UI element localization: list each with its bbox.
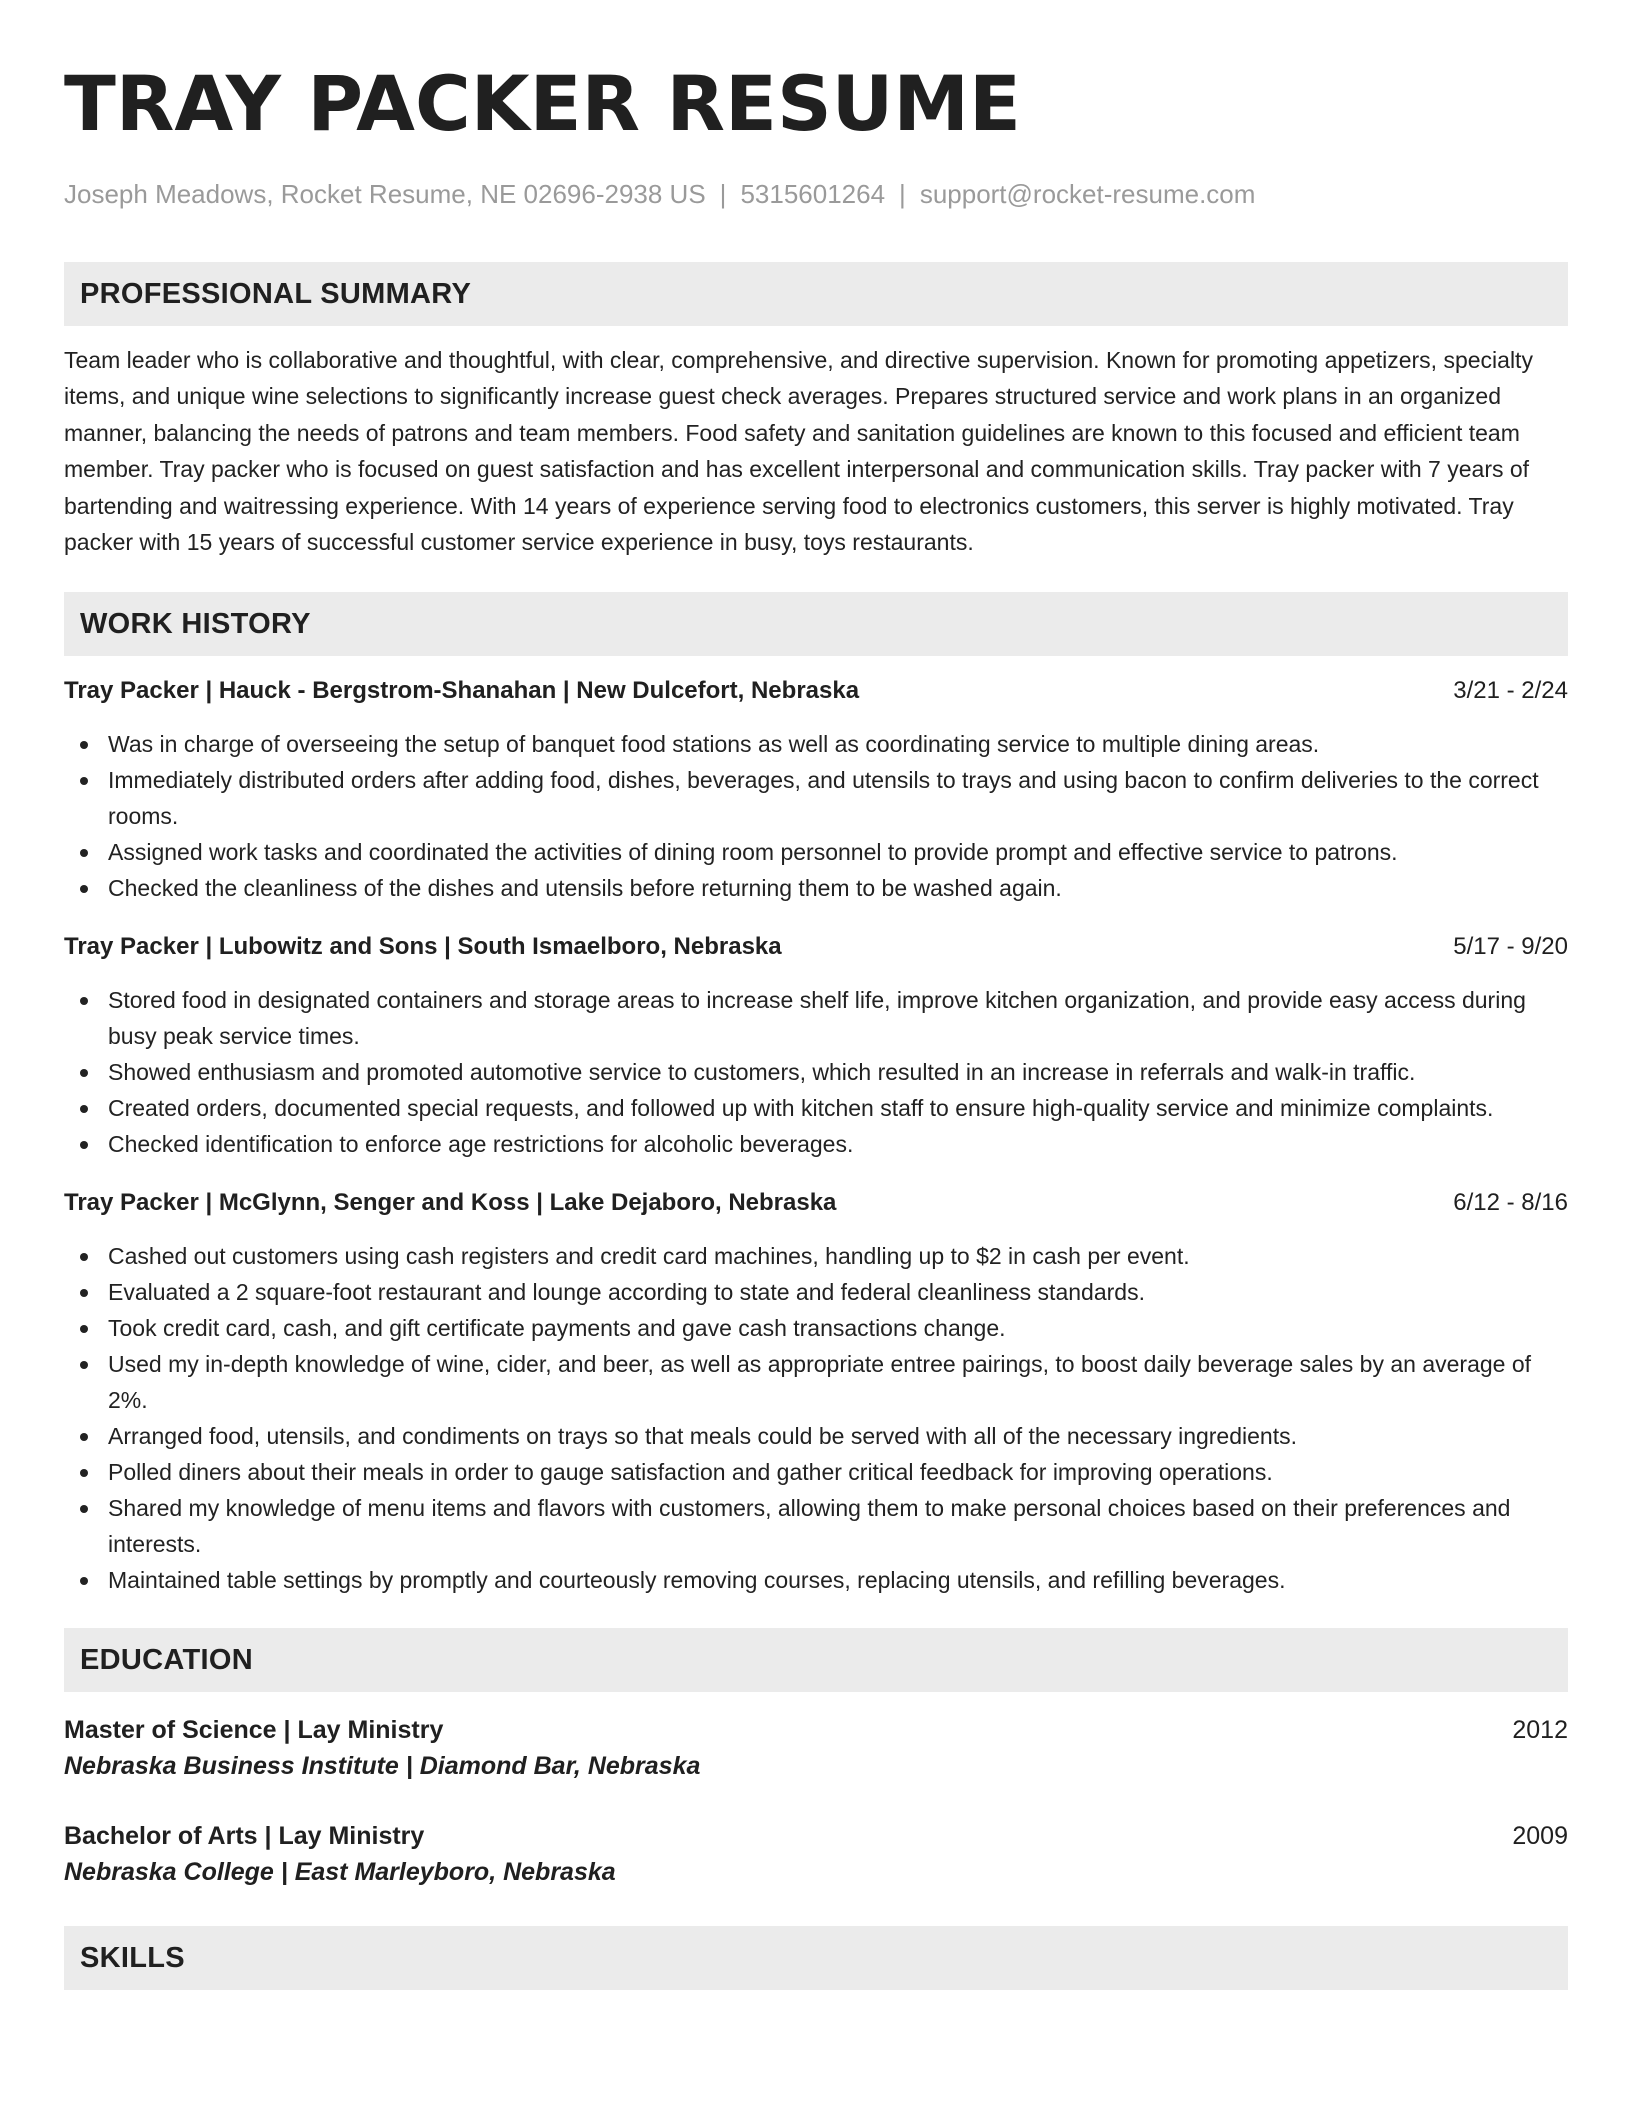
job-bullet: Showed enthusiasm and promoted automotive service to customers, which resulted in an increase in referrals and walk-in traffic. — [64, 1054, 1568, 1090]
education-school: Nebraska College | East Marleyboro, Nebraska — [64, 1858, 616, 1887]
education-school: Nebraska Business Institute | Diamond Bar, Nebraska — [64, 1752, 701, 1781]
job-title: Tray Packer | Lubowitz and Sons | South Ismaelboro, Nebraska — [64, 933, 782, 961]
contact-line — [64, 178, 1568, 210]
summary-text: Team leader who is collaborative and thoughtful, with clear, comprehensive, and directive supervision. Known for promoting appetizers, specialty items, and unique wine selections to significantly increase guest check averages. Prepares structured service and work plans in an organized manner, balancing the needs of patrons and team members. Food safety and sanitation guidelines are known to this focused and efficient team member. Tray packer who is focused on guest satisfaction and has excellent interpersonal and communication skills. Tray packer with 7 years of bartending and waitressing experience. With 14 years of experience serving food to electronics customers, this server is highly motivated. Tray packer with 15 years of successful customer service experience in busy, toys restaurants. — [64, 347, 1533, 556]
job-bullet: Shared my knowledge of menu items and flavors with customers, allowing them to make personal choices based on their preferences and interests. — [64, 1490, 1568, 1562]
job-bullet: Created orders, documented special requests, and followed up with kitchen staff to ensure high-quality service and minimize complaints. — [64, 1090, 1568, 1126]
job-entry — [64, 932, 1568, 1162]
job-bullet: Checked identification to enforce age restrictions for alcoholic beverages. — [64, 1126, 1568, 1162]
job-bullet: Checked the cleanliness of the dishes and utensils before returning them to be washed again. — [64, 870, 1568, 906]
job-header — [64, 1188, 1568, 1218]
education-header — [64, 1818, 1568, 1854]
education-year: 2012 — [1512, 1716, 1568, 1745]
job-bullet: Cashed out customers using cash registers and credit card machines, handling up to $2 in cash per event. — [64, 1238, 1568, 1274]
education-degree: Master of Science | Lay Ministry — [64, 1716, 444, 1745]
section-heading-education: EDUCATION — [64, 1628, 1568, 1692]
job-bullet: Polled diners about their meals in order to gauge satisfaction and gather critical feedback for improving operations. — [64, 1454, 1568, 1490]
job-entry — [64, 676, 1568, 906]
job-bullet: Was in charge of overseeing the setup of banquet food stations as well as coordinating service to multiple dining areas. — [64, 726, 1568, 762]
contact-separator: | — [719, 179, 727, 209]
section-heading-summary: PROFESSIONAL SUMMARY — [64, 262, 1568, 326]
job-dates: 6/12 - 8/16 — [1453, 1189, 1568, 1217]
job-header — [64, 676, 1568, 706]
job-bullets — [64, 726, 1568, 906]
job-bullet: Used my in-depth knowledge of wine, cider, and beer, as well as appropriate entree pairings, to boost daily beverage sales by an average of 2%. — [64, 1346, 1568, 1418]
job-bullet: Evaluated a 2 square-foot restaurant and lounge according to state and federal cleanliness standards. — [64, 1274, 1568, 1310]
job-bullet: Took credit card, cash, and gift certificate payments and gave cash transactions change. — [64, 1310, 1568, 1346]
education-entry — [64, 1712, 1568, 1784]
education-header — [64, 1712, 1568, 1748]
contact-address: Joseph Meadows, Rocket Resume, NE 02696-2938 US — [64, 179, 706, 209]
contact-separator: | — [899, 179, 906, 209]
education-year: 2009 — [1512, 1822, 1568, 1851]
education-entry — [64, 1818, 1568, 1890]
contact-email: support@rocket-resume.com — [919, 179, 1256, 209]
job-bullet: Maintained table settings by promptly and courteously removing courses, replacing utensils, and refilling beverages. — [64, 1562, 1568, 1598]
resume-page — [64, 0, 1568, 1990]
job-bullet: Assigned work tasks and coordinated the activities of dining room personnel to provide prompt and effective service to patrons. — [64, 834, 1568, 870]
job-title: Tray Packer | McGlynn, Senger and Koss | Lake Dejaboro, Nebraska — [64, 1189, 837, 1217]
job-bullet: Immediately distributed orders after adding food, dishes, beverages, and utensils to trays and using bacon to confirm deliveries to the correct rooms. — [64, 762, 1568, 834]
job-entry — [64, 1188, 1568, 1598]
job-header — [64, 932, 1568, 962]
job-dates: 5/17 - 9/20 — [1453, 933, 1568, 961]
job-bullets — [64, 1238, 1568, 1598]
job-title: Tray Packer | Hauck - Bergstrom-Shanahan | New Dulcefort, Nebraska — [64, 677, 860, 705]
section-heading-work-history: WORK HISTORY — [64, 592, 1568, 656]
job-dates: 3/21 - 2/24 — [1453, 677, 1568, 705]
contact-phone: 5315601264 — [740, 179, 886, 209]
job-bullets — [64, 982, 1568, 1162]
section-heading-skills: SKILLS — [64, 1926, 1568, 1990]
job-bullet: Arranged food, utensils, and condiments on trays so that meals could be served with all of the necessary ingredients. — [64, 1418, 1568, 1454]
job-bullet: Stored food in designated containers and storage areas to increase shelf life, improve kitchen organization, and provide easy access during busy peak service times. — [64, 982, 1568, 1054]
page-title: TRAY PACKER RESUME — [64, 59, 1021, 148]
education-degree: Bachelor of Arts | Lay Ministry — [64, 1822, 425, 1851]
